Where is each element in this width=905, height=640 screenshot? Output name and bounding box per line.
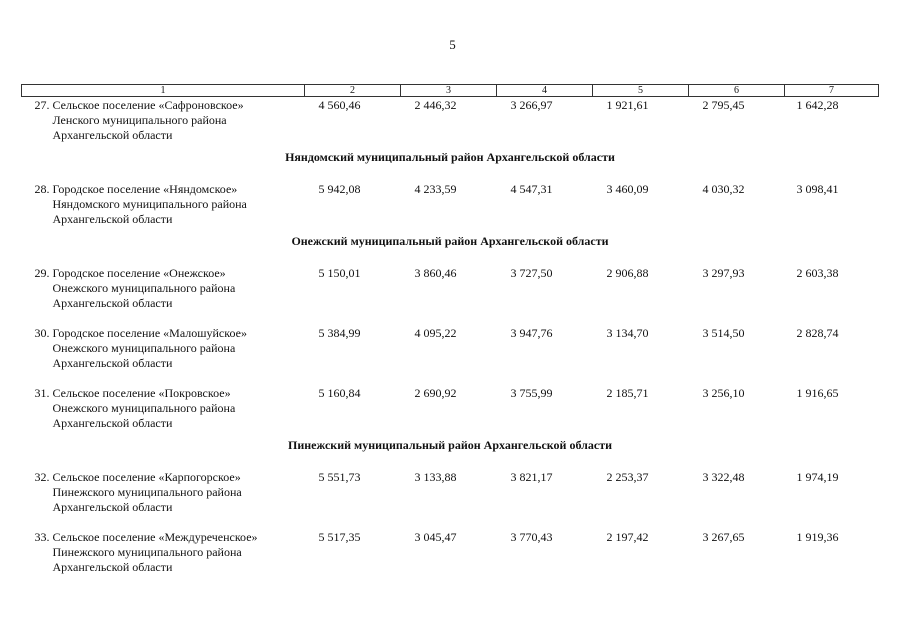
value-cell: 3 860,46 [414,266,457,280]
settlement-name-line: Сельское поселение «Сафроновское» [52,98,244,112]
table-row [22,181,879,227]
value-cell: 3 297,93 [702,266,745,280]
value-cell: 1 974,19 [796,470,839,484]
settlement-cell [22,265,305,311]
settlement-name-line: Онежского муниципального района [52,401,236,415]
value-cell: 3 947,76 [510,326,553,340]
settlement-cell [22,385,305,431]
column-header: 7 [785,85,879,97]
settlement-name-line: Сельское поселение «Покровское» [52,386,231,400]
settlement-name-line: Городское поселение «Онежское» [52,266,226,280]
row-number: 33. [34,530,50,544]
page-number: 5 [449,37,456,52]
value-cell: 4 560,46 [318,98,361,112]
value-cell: 3 045,47 [414,530,457,544]
value-cell: 2 828,74 [796,326,839,340]
table-row [22,469,879,515]
column-header: 3 [401,85,497,97]
row-number: 29. [34,266,50,280]
value-cell: 2 446,32 [414,98,457,112]
settlement-name-line: Сельское поселение «Карпогорское» [52,470,241,484]
value-cell: 3 755,99 [510,386,553,400]
value-cell: 3 098,41 [796,182,839,196]
value-cell: 2 603,38 [796,266,839,280]
value-cell: 5 942,08 [318,182,361,196]
value-cell: 3 133,88 [414,470,457,484]
value-cell: 3 727,50 [510,266,553,280]
settlement-name-line: Пинежского муниципального района [52,545,242,559]
settlement-name [52,530,305,575]
column-header: 4 [497,85,593,97]
settlement-name-line: Архангельской области [52,416,173,430]
district-heading: Няндомский муниципальный район Архангельской области [285,150,615,164]
row-spacer [22,311,879,325]
district-heading-row [22,431,879,469]
value-cell: 2 690,92 [414,386,457,400]
value-cell: 1 916,65 [796,386,839,400]
value-cell: 4 095,22 [414,326,457,340]
settlement-name-line: Архангельской области [52,128,173,142]
table-row [22,385,879,431]
settlement-name-line: Архангельской области [52,212,173,226]
settlement-name [52,386,305,431]
settlement-cell [22,325,305,371]
row-spacer [22,515,879,529]
value-cell: 3 821,17 [510,470,553,484]
column-header: 5 [593,85,689,97]
district-heading: Онежский муниципальный район Архангельской области [291,234,609,248]
value-cell: 1 642,28 [796,98,839,112]
settlement-name [52,470,305,515]
value-cell: 3 770,43 [510,530,553,544]
value-cell: 4 030,32 [702,182,745,196]
settlement-name-line: Сельское поселение «Междуреченское» [52,530,258,544]
settlement-name [52,266,305,311]
value-cell: 3 267,65 [702,530,745,544]
value-cell: 2 253,37 [606,470,649,484]
district-heading-row [22,143,879,181]
district-heading: Пинежский муниципальный район Архангельской области [287,438,613,452]
value-cell: 5 517,35 [318,530,361,544]
settlement-name-line: Ленского муниципального района [52,113,227,127]
row-number: 32. [34,470,50,484]
value-cell: 2 197,42 [606,530,649,544]
settlement-name-line: Архангельской области [52,560,173,574]
value-cell: 1 919,36 [796,530,839,544]
data-table [21,84,879,575]
settlement-name-line: Онежского муниципального района [52,341,236,355]
row-spacer [22,371,879,385]
column-header: 1 [22,85,305,97]
settlement-cell [22,181,305,227]
table-row [22,97,879,144]
settlement-name-line: Няндомского муниципального района [52,197,247,211]
settlement-name-line: Пинежского муниципального района [52,485,242,499]
value-cell: 2 185,71 [606,386,649,400]
value-cell: 5 384,99 [318,326,361,340]
table-row [22,325,879,371]
row-number: 28. [34,182,50,196]
table-row [22,529,879,575]
settlement-name-line: Онежского муниципального района [52,281,236,295]
settlement-cell [22,469,305,515]
settlement-name [52,326,305,371]
row-number: 31. [34,386,50,400]
value-cell: 5 160,84 [318,386,361,400]
value-cell: 3 266,97 [510,98,553,112]
settlement-name-line: Городское поселение «Няндомское» [52,182,238,196]
settlement-cell [22,97,305,144]
value-cell: 1 921,61 [606,98,649,112]
value-cell: 3 134,70 [606,326,649,340]
settlement-name [52,98,305,143]
column-header-row [22,85,879,97]
value-cell: 5 551,73 [318,470,361,484]
value-cell: 2 795,45 [702,98,745,112]
settlement-name-line: Архангельской области [52,356,173,370]
value-cell: 3 460,09 [606,182,649,196]
settlement-cell [22,529,305,575]
settlement-name-line: Архангельской области [52,296,173,310]
settlement-name-line: Архангельской области [52,500,173,514]
row-number: 27. [34,98,50,112]
value-cell: 3 256,10 [702,386,745,400]
value-cell: 4 547,31 [510,182,553,196]
row-number: 30. [34,326,50,340]
column-header: 6 [689,85,785,97]
value-cell: 3 514,50 [702,326,745,340]
value-cell: 5 150,01 [318,266,361,280]
column-header: 2 [305,85,401,97]
settlement-name [52,182,305,227]
value-cell: 2 906,88 [606,266,649,280]
table-row [22,265,879,311]
table-body [22,97,879,576]
settlement-name-line: Городское поселение «Малошуйское» [52,326,247,340]
district-heading-row [22,227,879,265]
value-cell: 4 233,59 [414,182,457,196]
value-cell: 3 322,48 [702,470,745,484]
